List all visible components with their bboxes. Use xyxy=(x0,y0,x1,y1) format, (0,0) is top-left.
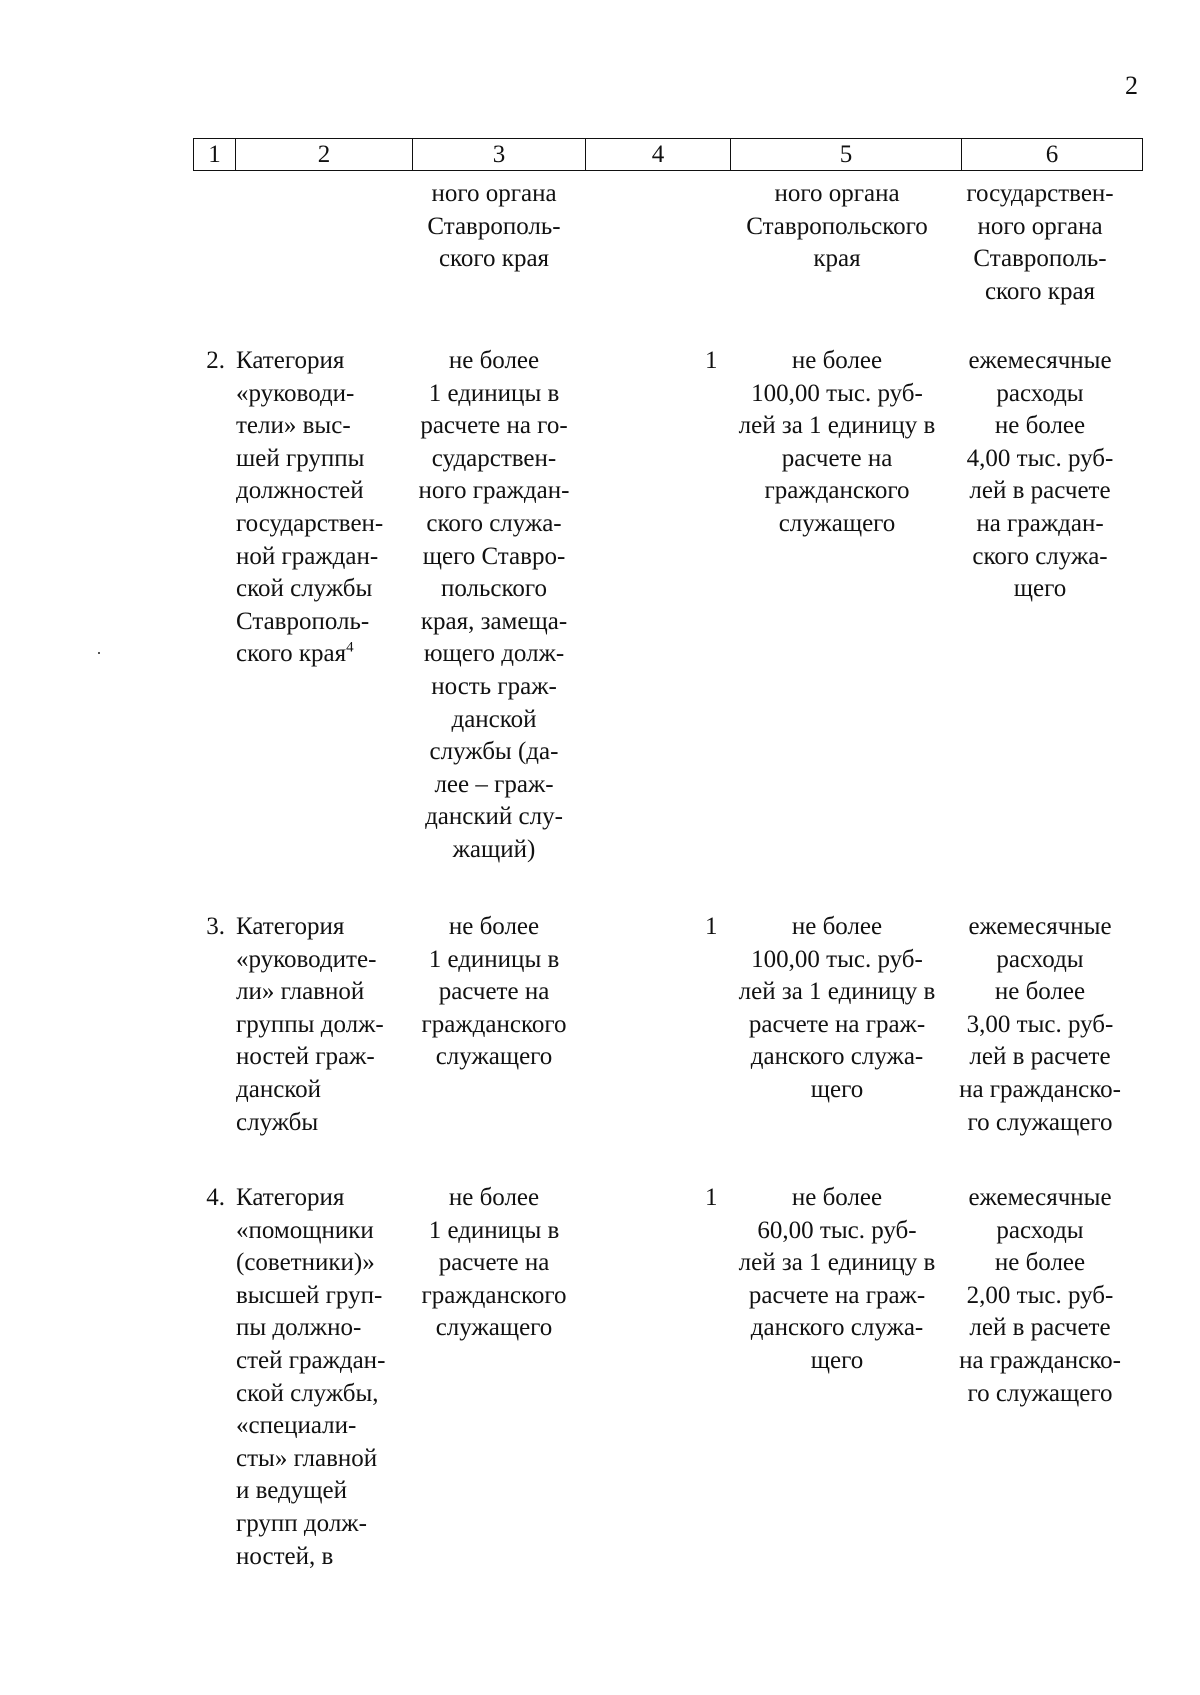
text-line: ностей граж- xyxy=(236,1043,375,1071)
text-line: ской службы, xyxy=(236,1379,379,1407)
header-col-2: 2 xyxy=(236,139,413,171)
text-line: данской xyxy=(236,1075,322,1103)
text-line: данского служа- xyxy=(750,1314,924,1342)
text-line: 4,00 тыс. руб- xyxy=(966,444,1114,472)
text-line: не более xyxy=(791,913,883,940)
text-line: 100,00 тыс. руб- xyxy=(751,379,923,407)
row-expenses xyxy=(950,911,1130,1139)
header-col-1: 1 xyxy=(194,139,236,171)
row-expenses xyxy=(950,1182,1130,1410)
text-line: не более xyxy=(448,913,540,940)
text-line: ежемесячные xyxy=(968,913,1112,940)
text-line: ского края xyxy=(984,277,1096,305)
text-line: Категория xyxy=(236,1184,345,1211)
row-category xyxy=(236,911,406,1139)
text-line: 1 единицы в xyxy=(428,379,560,407)
row-price xyxy=(722,345,952,541)
row-number: 2. xyxy=(206,347,225,374)
text-line: Ставрополь- xyxy=(973,245,1107,273)
text-line: служащего xyxy=(435,1314,553,1342)
text-line: края, замеща- xyxy=(420,607,568,635)
text-line: ного граждан- xyxy=(418,477,570,505)
text-line: ского служа- xyxy=(426,509,562,537)
text-line: 60,00 тыс. руб- xyxy=(757,1216,917,1244)
page-number: 2 xyxy=(1125,71,1138,100)
text-line: (советники)» xyxy=(236,1249,375,1277)
text-line: ность граж- xyxy=(431,672,557,700)
text-line: Категория xyxy=(236,347,345,374)
text-line: ского края xyxy=(438,245,550,273)
row-number: 4. xyxy=(206,1184,225,1211)
header-col-5: 5 xyxy=(731,139,962,171)
text-line: Ставрополь- xyxy=(427,212,561,240)
text-line: не более xyxy=(448,1184,540,1211)
text-line: ли» главной xyxy=(236,978,365,1006)
text-line: не более xyxy=(448,347,540,374)
row-count: 1 xyxy=(705,347,718,374)
text-line: ностей, в xyxy=(236,1542,334,1570)
text-line: сударствен- xyxy=(431,444,557,472)
text-line: шей группы xyxy=(236,444,365,472)
text-line: данской xyxy=(451,705,537,733)
text-line: щего xyxy=(810,1075,864,1103)
text-line: лей за 1 единицу в xyxy=(738,1249,936,1277)
text-line: расчете на xyxy=(438,1249,550,1277)
text-line: расходы xyxy=(996,379,1084,407)
text-line: стей граждан- xyxy=(236,1346,386,1374)
text-line: «специали- xyxy=(236,1412,357,1440)
row-quantity xyxy=(408,345,580,867)
header-col-4: 4 xyxy=(586,139,731,171)
text-line: расчете на граж- xyxy=(748,1281,926,1309)
text-line: групп долж- xyxy=(236,1509,367,1537)
text-line: «помощники xyxy=(236,1216,374,1244)
scan-speck xyxy=(98,652,100,654)
footnote-marker: 4 xyxy=(346,640,354,657)
row-count: 1 xyxy=(705,913,718,940)
text-line: лей в расчете xyxy=(969,1043,1111,1071)
text-line: и ведущей xyxy=(236,1477,347,1505)
text-line: щего xyxy=(1013,575,1067,603)
text-line: не более xyxy=(994,412,1086,440)
text-line: 3,00 тыс. руб- xyxy=(966,1010,1114,1038)
row-number: 3. xyxy=(206,913,225,940)
text-line: не более xyxy=(994,978,1086,1006)
text-line: расчете на xyxy=(438,978,550,1006)
text-line: ной граждан- xyxy=(236,542,379,570)
row-quantity xyxy=(408,1182,580,1345)
text-line: расходы xyxy=(996,1216,1084,1244)
continuation-col-5 xyxy=(722,178,952,276)
text-line: гражданского xyxy=(421,1281,567,1309)
text-line: ежемесячные xyxy=(968,1184,1112,1211)
row-quantity xyxy=(408,911,580,1074)
header-col-3: 3 xyxy=(413,139,586,171)
text-line: должностей xyxy=(236,477,364,505)
text-line: Категория xyxy=(236,913,345,940)
row-count: 1 xyxy=(705,1184,718,1211)
text-line: ного органа xyxy=(774,180,900,207)
text-line: ского края$^4$ xyxy=(236,640,354,668)
text-line: щего xyxy=(810,1346,864,1374)
text-line: края xyxy=(813,245,861,273)
text-line: го служащего xyxy=(967,1379,1113,1407)
text-line: Ставрополь- xyxy=(236,607,370,635)
text-line: ской службы xyxy=(236,575,373,603)
text-line: польского xyxy=(440,575,548,603)
text-line: данского служа- xyxy=(750,1043,924,1071)
text-line: «руководите- xyxy=(236,945,377,973)
continuation-col-6 xyxy=(950,178,1130,308)
text-line: лей за 1 единицу в xyxy=(738,412,936,440)
text-line: службы xyxy=(236,1108,319,1136)
text-line: на гражданско- xyxy=(959,1346,1121,1374)
text-line: высшей груп- xyxy=(236,1281,383,1309)
text-line: гражданского xyxy=(764,477,910,505)
row-category xyxy=(236,1182,406,1573)
text-line: службы (да- xyxy=(429,738,559,766)
text-line: лей за 1 единицу в xyxy=(738,978,936,1006)
text-line: не более xyxy=(791,1184,883,1211)
text-line: лей в расчете xyxy=(969,1314,1111,1342)
continuation-col-3 xyxy=(408,178,580,276)
text-line: расчете на xyxy=(781,444,893,472)
text-line: щего Ставро- xyxy=(422,542,566,570)
text-line: жащий) xyxy=(452,835,536,863)
row-price xyxy=(722,911,952,1107)
text-line: ского служа- xyxy=(972,542,1108,570)
text-line: пы должно- xyxy=(236,1314,362,1342)
text-line: расходы xyxy=(996,945,1084,973)
text-line: го служащего xyxy=(967,1108,1113,1136)
text-line: 100,00 тыс. руб- xyxy=(751,945,923,973)
text-line: не более xyxy=(994,1249,1086,1277)
text-line: данский слу- xyxy=(425,803,563,831)
text-line: 1 единицы в xyxy=(428,945,560,973)
text-line: ного органа xyxy=(431,180,557,207)
text-line: ежемесячные xyxy=(968,347,1112,374)
text-line: служащего xyxy=(435,1043,553,1071)
text-line: расчете на го- xyxy=(420,412,568,440)
text-line: на граждан- xyxy=(976,509,1104,537)
text-line: государствен- xyxy=(966,180,1114,207)
column-header-row xyxy=(193,138,1143,171)
text-line: 2,00 тыс. руб- xyxy=(966,1281,1114,1309)
text-line: тели» выс- xyxy=(236,412,351,440)
text-line: ного органа xyxy=(977,212,1103,240)
text-line: на гражданско- xyxy=(959,1075,1121,1103)
row-price xyxy=(722,1182,952,1378)
text-line: лей в расчете xyxy=(969,477,1111,505)
text-line: 1 единицы в xyxy=(428,1216,560,1244)
text-line: Ставропольского xyxy=(746,212,928,240)
header-col-6: 6 xyxy=(962,139,1143,171)
text-line: сты» главной xyxy=(236,1444,378,1472)
text-line: ющего долж- xyxy=(423,640,565,668)
text-line: группы долж- xyxy=(236,1010,384,1038)
text-line: расчете на граж- xyxy=(748,1010,926,1038)
text-line: государствен- xyxy=(236,509,384,537)
text-line: лее – граж- xyxy=(434,770,554,798)
text-line: не более xyxy=(791,347,883,374)
row-expenses xyxy=(950,345,1130,606)
text-line: гражданского xyxy=(421,1010,567,1038)
text-line: «руководи- xyxy=(236,379,355,407)
text-line: служащего xyxy=(778,509,896,537)
row-category xyxy=(236,345,406,671)
